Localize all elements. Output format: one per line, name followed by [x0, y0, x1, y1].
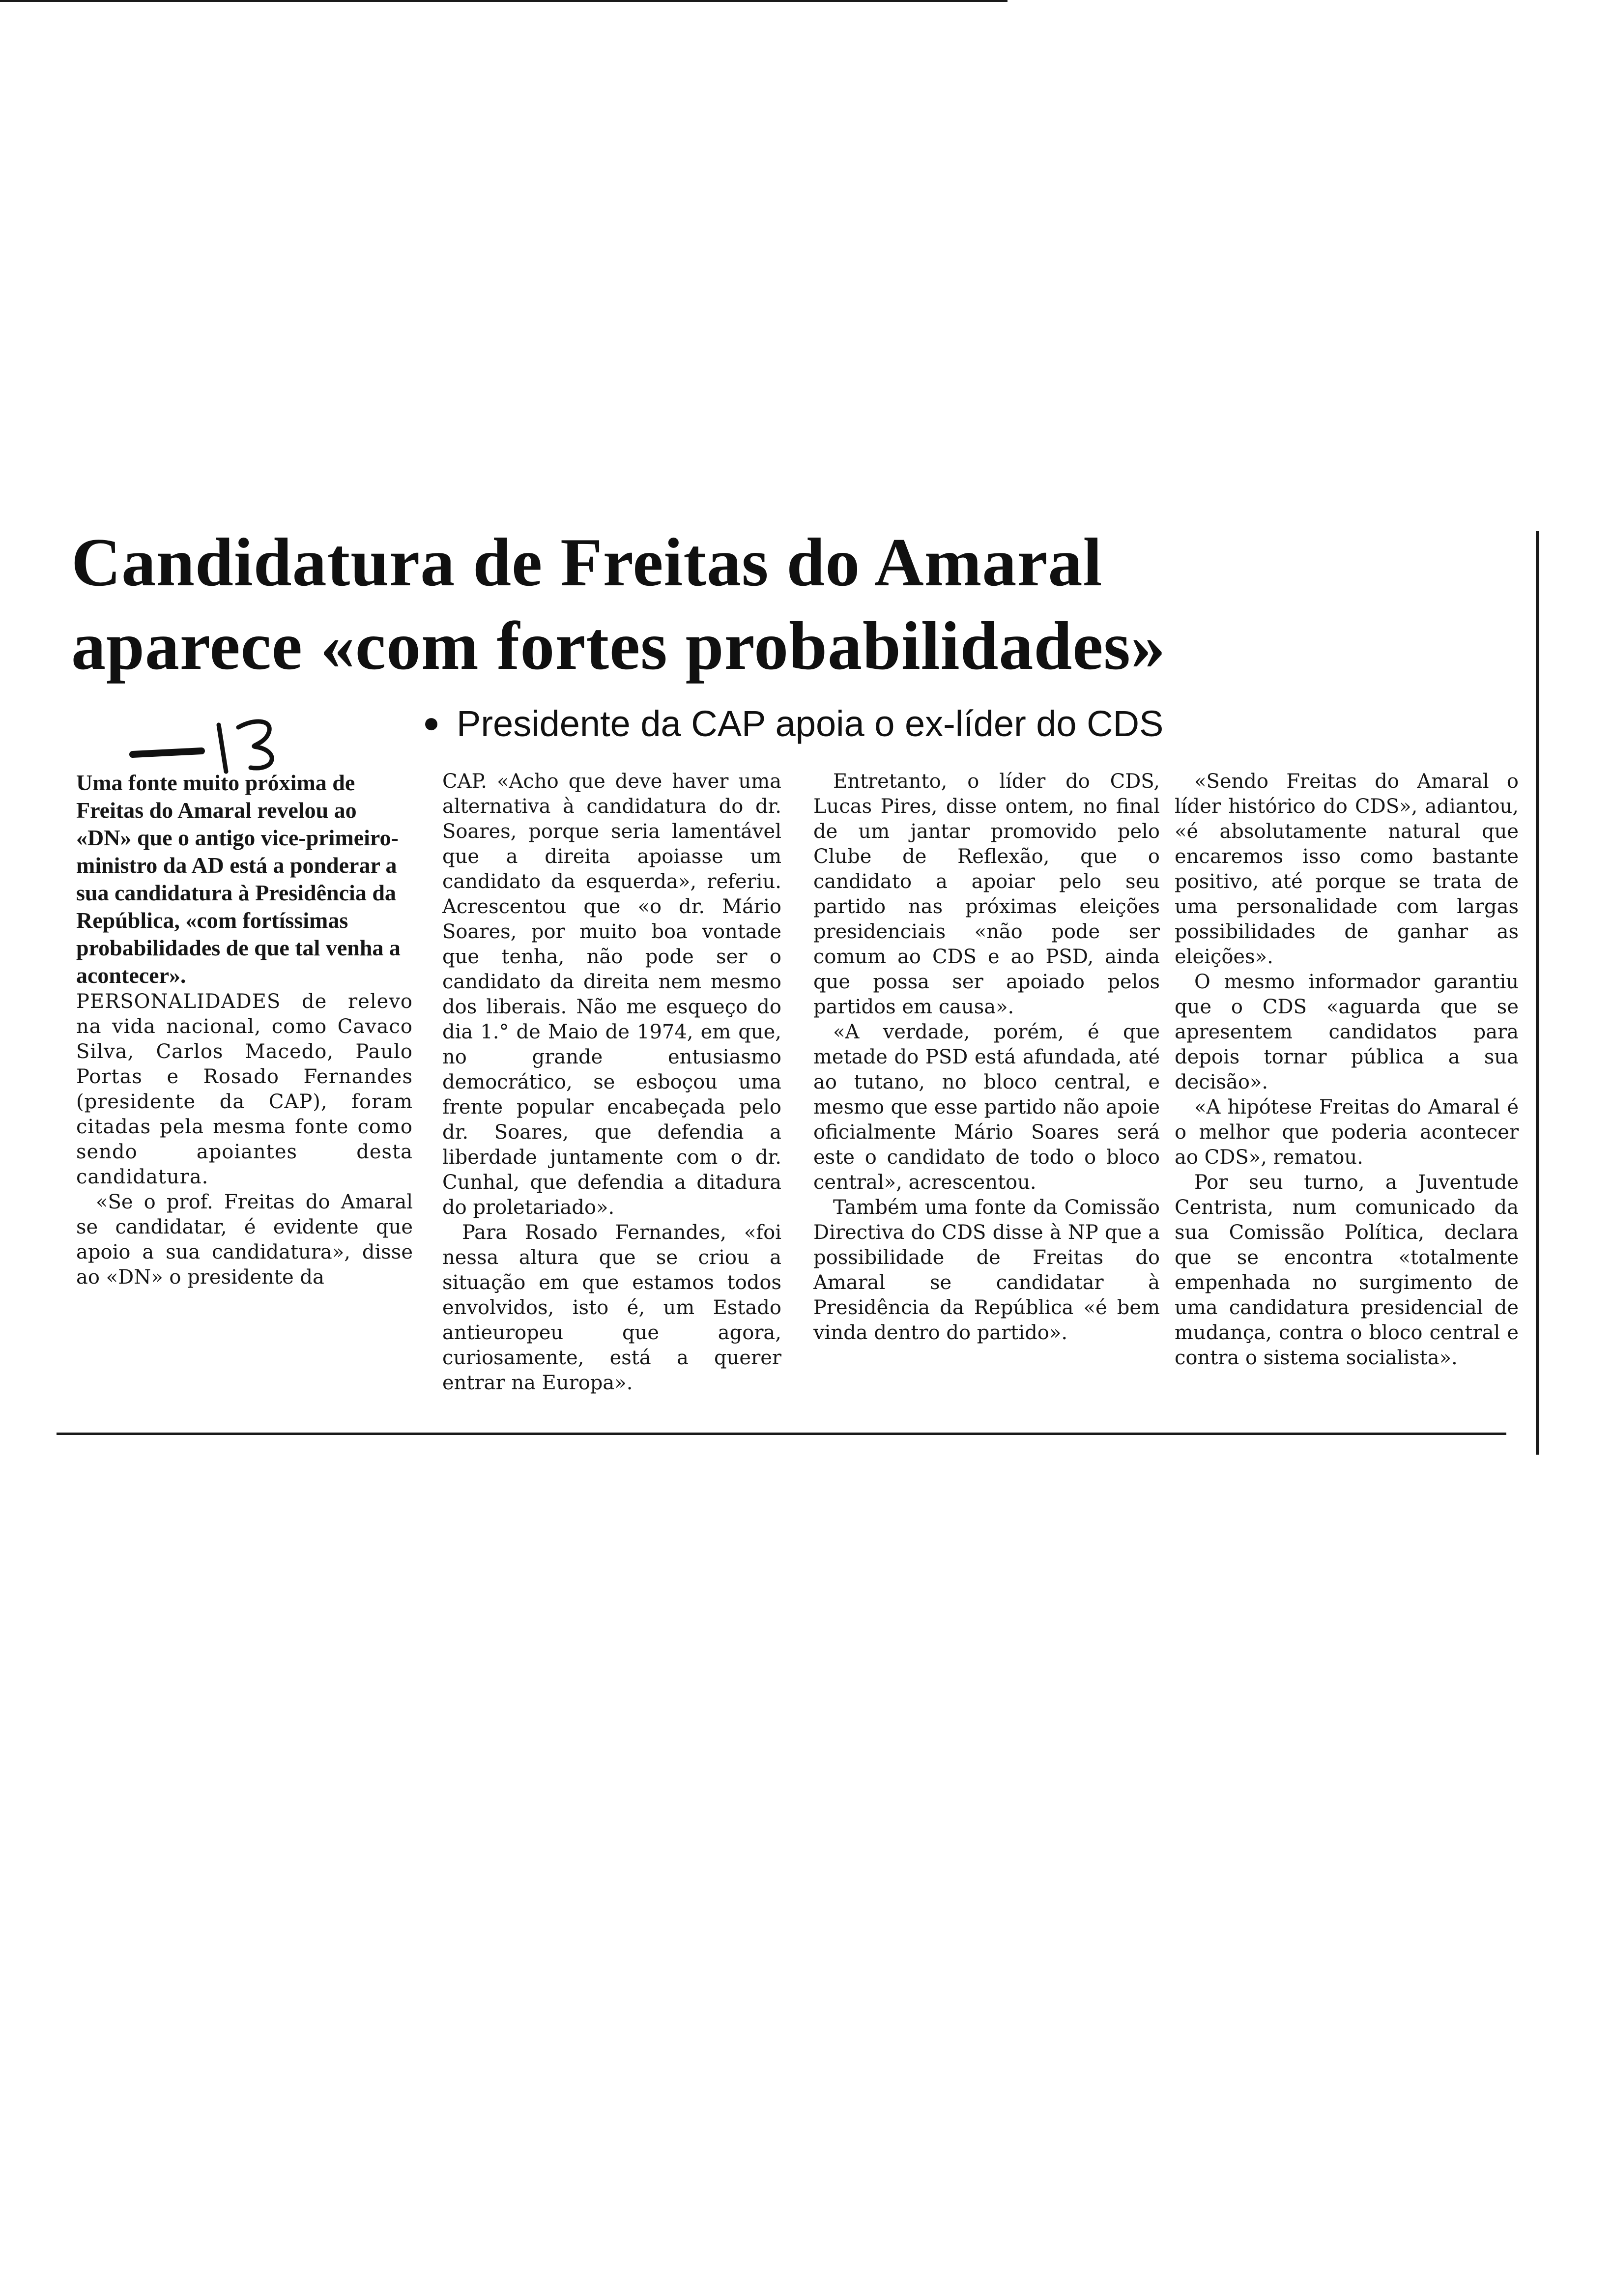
headline-line-1: Candidatura de Freitas do Amaral [71, 524, 1103, 601]
col4-paragraph-1: «Sendo Freitas do Amaral o líder histórico do CDS», adiantou, «é absolutamente natural que encaremos isso como bastante positivo, até porque se trata de uma personalidade com largas possibilidades de ganhar as eleições». [1175, 770, 1519, 968]
col3-paragraph-2: «A verdade, porém, é que metade do PSD está afundada, até ao tutano, no bloco central, e mesmo que esse partido não apoie oficialmente Mário Soares será este o candidato de todo o bloco central», acrescentou. [813, 1021, 1160, 1194]
bottom-rule [57, 1433, 1506, 1435]
subheadline-text: Presidente da CAP apoia o ex-líder do CDS [457, 703, 1164, 744]
scan-edge-rule [0, 0, 1008, 2]
column-1 [76, 769, 413, 1290]
column-2 [442, 769, 781, 1396]
col4-paragraph-4: Por seu turno, a Juventude Centrista, num comunicado da sua Comissão Política, declara que se encontra «totalmente empenhada no surgimento de uma candidatura presidencial de mudança, contra o bloco central e contra o sistema socialista». [1175, 1171, 1519, 1369]
col3-paragraph-3: Também uma fonte da Comissão Directiva do CDS disse à NP que a possibilidade de Freitas do Amaral se candidatar à Presidência da República «é bem vinda dentro do partido». [813, 1196, 1160, 1344]
col4-paragraph-2: O mesmo informador garantiu que o CDS «aguarda que se apresentem candidatos para depois tornar pública a sua decisão». [1175, 971, 1519, 1093]
col1-paragraph-1: PERSONALIDADES de relevo na vida nacional, como Cavaco Silva, Carlos Macedo, Paulo Portas e Rosado Fernandes (presidente da CAP), foram citadas pela mesma fonte como sendo apoiantes desta candidatura. [76, 990, 413, 1188]
lead-paragraph: Uma fonte muito próxima de Freitas do Amaral revelou ao «DN» que o antigo vice-primeiro-ministro da AD está a ponderar a sua candidatura à Presidência da República, «com fortíssimas probabilidades de que tal venha a acontecer». [76, 770, 401, 988]
column-4 [1175, 769, 1519, 1371]
col1-paragraph-2: «Se o prof. Freitas do Amaral se candidatar, é evidente que apoio a sua candidatura», disse ao «DN» o presidente da [76, 1191, 413, 1289]
col4-paragraph-3: «A hipótese Freitas do Amaral é o melhor que poderia acontecer ao CDS», rematou. [1175, 1096, 1519, 1169]
subheadline [423, 703, 1163, 745]
headline-line-2: aparece «com fortes probabilidades» [71, 608, 1166, 684]
col2-paragraph-2: Para Rosado Fernandes, «foi nessa altura que se criou a situação em que estamos todos envolvidos, isto é, um Estado antieuropeu que agora, curiosamente, está a querer entrar na Europa». [442, 1221, 781, 1394]
handwritten-mark [128, 708, 334, 776]
col2-paragraph-1: CAP. «Acho que deve haver uma alternativa à candidatura do dr. Soares, porque seria lamentável que a direita apoiasse um candidato da esquerda», referiu. Acrescentou que «o dr. Mário Soares, por muito boa vontade que tenha, não pode ser o candidato da direita nem mesmo dos liberais. Não me esqueço do dia 1.° de Maio de 1974, em que, no grande entusiasmo democrático, se esboçou uma frente popular encabeçada pelo dr. Soares, que defendia a liberdade juntamente com o dr. Cunhal, que defendia a ditadura do proletariado». [442, 770, 781, 1219]
col3-paragraph-1: Entretanto, o líder do CDS, Lucas Pires, disse ontem, no final de um jantar promovido pelo Clube de Reflexão, que o candidato a apoiar pelo seu partido nas próximas eleições presidenciais «não pode ser comum ao CDS e ao PSD, ainda que possa ser apoiado pelos partidos em causa». [813, 770, 1160, 1018]
bullet-icon: ● [423, 707, 440, 739]
column-3 [813, 769, 1160, 1346]
clipping-edge-rule [1536, 531, 1539, 1455]
